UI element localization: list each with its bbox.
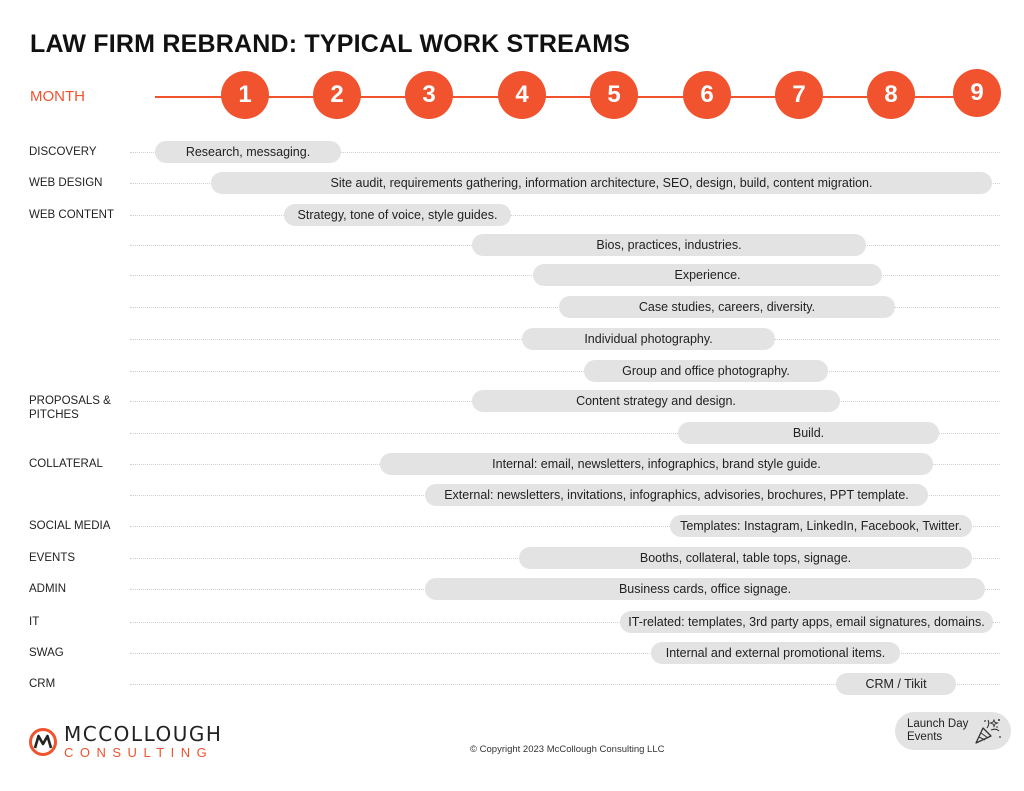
row-label-events: EVENTS xyxy=(29,551,79,565)
row-label-web-content: WEB CONTENT xyxy=(29,208,118,222)
work-stream-bar: Internal and external promotional items. xyxy=(651,642,900,664)
work-stream-bar: Templates: Instagram, LinkedIn, Facebook, Twitter. xyxy=(670,515,972,537)
work-stream-bar: Internal: email, newsletters, infographics, brand style guide. xyxy=(380,453,933,475)
work-stream-bar: Booths, collateral, table tops, signage. xyxy=(519,547,972,569)
brand-subtitle: CONSULTING xyxy=(64,745,214,760)
company-logo xyxy=(28,724,222,759)
timeline-line xyxy=(155,96,975,98)
work-stream-bar: Experience. xyxy=(533,264,882,286)
row-label-collateral: COLLATERAL xyxy=(29,457,107,471)
work-stream-bar: Case studies, careers, diversity. xyxy=(559,296,895,318)
work-stream-bar: Strategy, tone of voice, style guides. xyxy=(284,204,511,226)
row-label-discovery: DISCOVERY xyxy=(29,145,101,159)
month-9-marker: 9 xyxy=(953,69,1001,117)
page-title: LAW FIRM REBRAND: TYPICAL WORK STREAMS xyxy=(30,30,631,58)
work-stream-bar: CRM / Tikit xyxy=(836,673,956,695)
row-label-web-design: WEB DESIGN xyxy=(29,176,106,190)
brand-name: MCCOLLOUGH xyxy=(64,722,223,746)
work-stream-bar: Bios, practices, industries. xyxy=(472,234,866,256)
row-label-proposals-pitches: PROPOSALS & PITCHES xyxy=(29,394,115,422)
party-popper-icon xyxy=(973,716,1003,746)
row-guide-line xyxy=(130,215,1000,216)
work-stream-bar: Site audit, requirements gathering, information architecture, SEO, design, build, content migration. xyxy=(211,172,992,194)
row-label-admin: ADMIN xyxy=(29,582,70,596)
work-stream-bar: External: newsletters, invitations, infographics, advisories, brochures, PPT template. xyxy=(425,484,928,506)
logo-text xyxy=(64,724,222,759)
month-2-marker: 2 xyxy=(313,71,361,119)
work-stream-bar: Business cards, office signage. xyxy=(425,578,985,600)
copyright-text: © Copyright 2023 McCollough Consulting LLC xyxy=(470,744,665,755)
work-stream-bar: Research, messaging. xyxy=(155,141,341,163)
row-label-swag: SWAG xyxy=(29,646,68,660)
row-label-crm: CRM xyxy=(29,677,59,691)
month-1-marker: 1 xyxy=(221,71,269,119)
work-stream-bar: Group and office photography. xyxy=(584,360,828,382)
month-7-marker: 7 xyxy=(775,71,823,119)
row-label-social-media: SOCIAL MEDIA xyxy=(29,519,114,533)
work-stream-bar: IT-related: templates, 3rd party apps, email signatures, domains. xyxy=(620,611,993,633)
work-stream-bar: Content strategy and design. xyxy=(472,390,840,412)
launch-day-badge xyxy=(895,712,1011,750)
month-5-marker: 5 xyxy=(590,71,638,119)
logo-mark-icon xyxy=(28,727,58,757)
row-label-it: IT xyxy=(29,615,43,629)
launch-day-label: Launch Day Events xyxy=(907,718,969,743)
work-stream-bar: Build. xyxy=(678,422,939,444)
row-guide-line xyxy=(130,371,1000,372)
work-stream-bar: Individual photography. xyxy=(522,328,775,350)
month-8-marker: 8 xyxy=(867,71,915,119)
month-6-marker: 6 xyxy=(683,71,731,119)
timeline-label: MONTH xyxy=(30,88,85,105)
month-3-marker: 3 xyxy=(405,71,453,119)
month-4-marker: 4 xyxy=(498,71,546,119)
